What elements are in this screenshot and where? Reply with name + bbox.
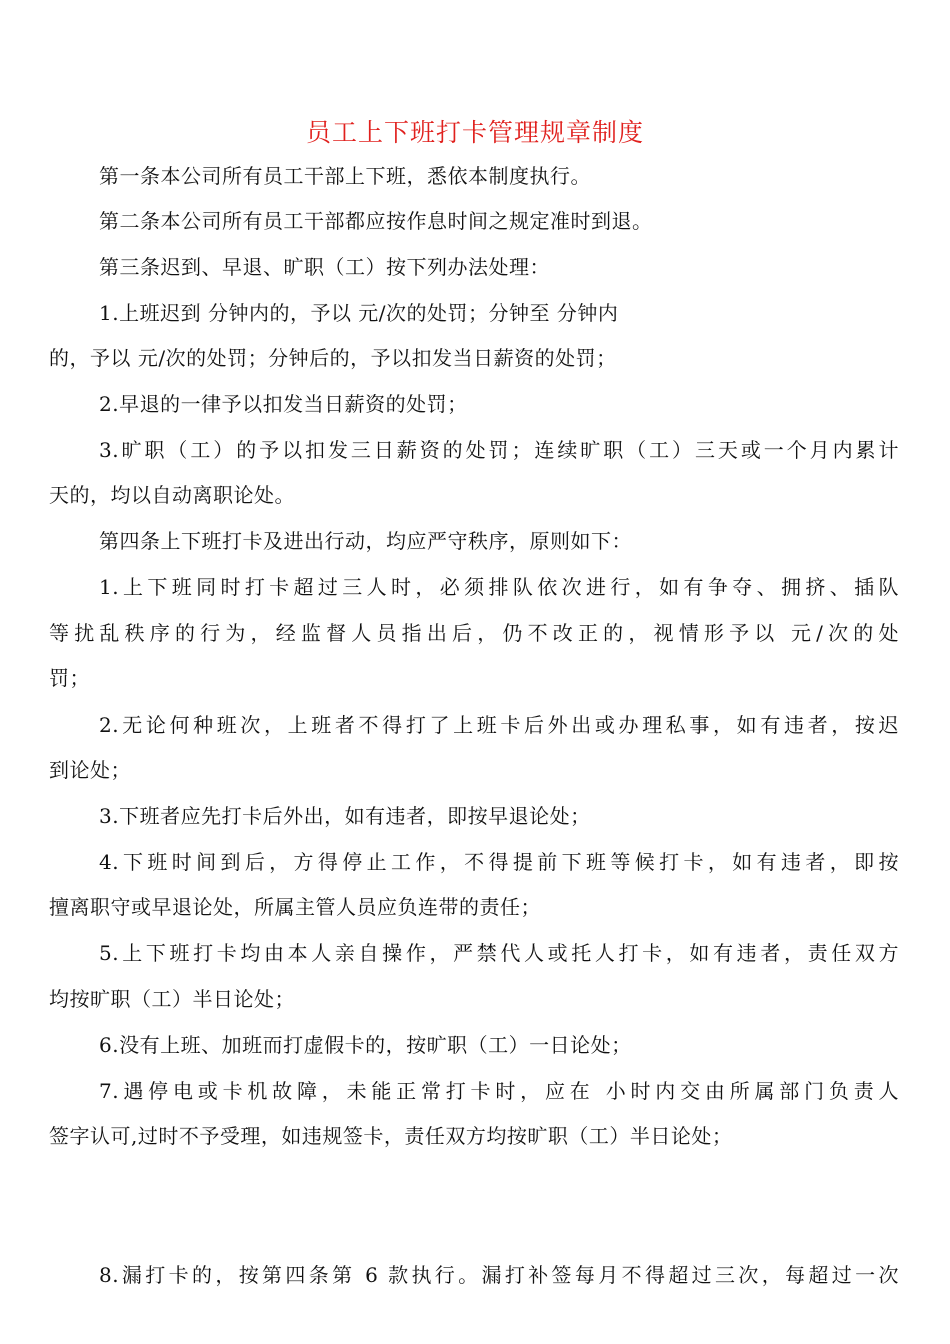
article-4: 第四条上下班打卡及进出行动，均应严守秩序，原则如下： (99, 529, 632, 553)
article-4-item-3: 3.下班者应先打卡后外出，如有违者，即按早退论处； (99, 804, 591, 828)
article-4-item-7-line-1: 7.遇停电或卡机故障，未能正常打卡时，应在 小时内交由所属部门负责人 (99, 1079, 899, 1103)
article-3-item-1-line-1: 1.上班迟到 分钟内的，予以 元/次的处罚；分钟至 分钟内 (99, 301, 619, 325)
article-4-item-6: 6.没有上班、加班而打虚假卡的，按旷职（工）一日论处； (99, 1033, 632, 1057)
article-4-item-1-line-1: 1.上下班同时打卡超过三人时，必须排队依次进行，如有争夺、拥挤、插队 (99, 575, 899, 599)
article-4-item-5-line-1: 5.上下班打卡均由本人亲自操作，严禁代人或托人打卡，如有违者，责任双方 (99, 941, 899, 965)
article-3-item-3-line-2: 天的，均以自动离职论处。 (49, 483, 295, 507)
article-3-item-1-line-2: 的，予以 元/次的处罚；分钟后的，予以扣发当日薪资的处罚； (49, 346, 617, 370)
article-4-item-4-line-1: 4.下班时间到后，方得停止工作，不得提前下班等候打卡，如有违者，即按 (99, 850, 899, 874)
article-4-item-4-line-2: 擅离职守或早退论处，所属主管人员应负连带的责任； (49, 895, 541, 919)
article-2: 第二条本公司所有员工干部都应按作息时间之规定准时到退。 (99, 209, 653, 233)
article-4-item-2-line-2: 到论处； (49, 758, 131, 782)
article-4-item-7-line-2: 签字认可,过时不予受理，如违规签卡，责任双方均按旷职（工）半日论处； (49, 1124, 733, 1148)
article-3-item-2: 2.早退的一律予以扣发当日薪资的处罚； (99, 392, 468, 416)
article-4-item-1-line-3: 罚； (49, 666, 90, 690)
article-1: 第一条本公司所有员工干部上下班，悉依本制度执行。 (99, 164, 591, 188)
document-title: 员工上下班打卡管理规章制度 (305, 118, 644, 147)
article-3-item-3-line-1: 3.旷职（工）的予以扣发三日薪资的处罚；连续旷职（工）三天或一个月内累计 (99, 438, 899, 462)
article-4-item-8-line-1: 8.漏打卡的，按第四条第 6 款执行。漏打补签每月不得超过三次，每超过一次 (99, 1263, 899, 1287)
article-4-item-2-line-1: 2.无论何种班次，上班者不得打了上班卡后外出或办理私事，如有违者，按迟 (99, 713, 899, 737)
article-4-item-5-line-2: 均按旷职（工）半日论处； (49, 987, 295, 1011)
article-3: 第三条迟到、早退、旷职（工）按下列办法处理： (99, 255, 550, 279)
article-4-item-1-line-2: 等扰乱秩序的行为，经监督人员指出后，仍不改正的，视情形予以 元/次的处 (49, 621, 899, 645)
